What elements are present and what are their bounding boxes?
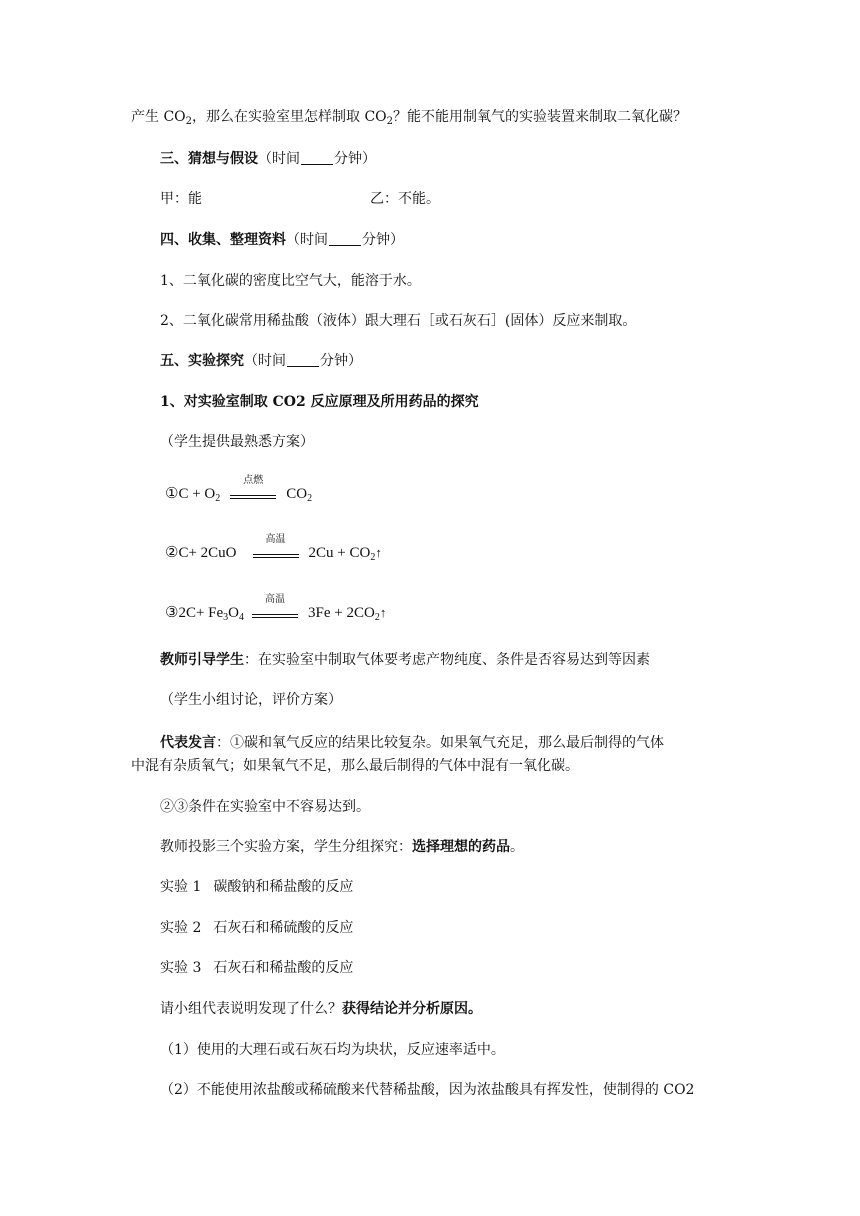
products: 3Fe + 2CO xyxy=(308,605,375,621)
text: 分钟） xyxy=(334,151,376,167)
reactants: ①C + O xyxy=(165,486,216,502)
gas-arrow-icon: ↑ xyxy=(379,605,387,620)
subscript: 2 xyxy=(185,116,193,127)
reaction-condition: 高温 xyxy=(265,533,286,545)
experiment-label: 实验 2 xyxy=(160,920,202,936)
subscript: 2 xyxy=(307,493,313,504)
emphasis: 获得结论并分析原因。 xyxy=(342,1001,482,1017)
experiment-3 xyxy=(160,959,353,977)
text: （时间 xyxy=(286,232,328,248)
products: 2Cu + CO xyxy=(308,545,371,561)
subsection-1-title: 1、对实验室制取 CO2 反应原理及所用药品的探究 xyxy=(160,394,479,410)
reactants: O xyxy=(228,605,240,621)
label: 代表发言 xyxy=(160,735,216,751)
ask-groups xyxy=(160,1000,482,1018)
teacher-guide xyxy=(160,651,650,669)
conclusion-1: （1）使用的大理石或石灰石均为块状，反应速率适中。 xyxy=(160,1042,505,1058)
blank-line xyxy=(287,352,319,367)
text: 请小组代表说明发现了什么？ xyxy=(160,1001,342,1017)
reaction-arrow xyxy=(230,474,276,504)
gas-arrow-icon: ↑ xyxy=(375,545,382,560)
experiment-label: 实验 3 xyxy=(160,960,202,976)
group-discussion: （学生小组讨论，评价方案） xyxy=(160,692,342,708)
blank-line xyxy=(301,150,333,165)
text: ？能不能用制氧气的实验装置来制取二氧化碳？ xyxy=(393,109,688,125)
info-1: 1、二氧化碳的密度比空气大，能溶于水。 xyxy=(160,273,421,289)
reaction-condition: 点燃 xyxy=(243,474,264,486)
subscript: 3 xyxy=(223,612,229,623)
text: ：在实验室中制取气体要考虑产物纯度、条件是否容易达到等因素 xyxy=(244,652,650,668)
experiment-1 xyxy=(160,878,353,896)
subscript: 2 xyxy=(386,116,394,127)
info-2: 2、二氧化碳常用稀盐酸（液体）跟大理石［或石灰石］(固体）反应来制取。 xyxy=(160,313,637,329)
reaction-condition: 高温 xyxy=(265,593,286,605)
section-5-heading xyxy=(160,352,362,370)
guess-yi: 乙：不能。 xyxy=(370,191,440,207)
subscript: 4 xyxy=(239,612,245,623)
text: 教师投影三个实验方案，学生分组探究： xyxy=(160,839,412,855)
equation-2 xyxy=(165,533,382,563)
teacher-projection xyxy=(160,838,524,856)
emphasis: 选择理想的药品 xyxy=(412,839,510,855)
experiment-2 xyxy=(160,919,353,937)
section-4-heading xyxy=(160,231,404,249)
representative-speech xyxy=(160,734,664,752)
section-title: 四、收集、整理资料 xyxy=(160,232,286,248)
student-plan: （学生提供最熟悉方案） xyxy=(160,434,314,450)
text: （时间 xyxy=(258,151,300,167)
text: （时间 xyxy=(244,353,286,369)
equation-1 xyxy=(165,474,313,504)
label: 教师引导学生 xyxy=(160,652,244,668)
guess-jia: 甲：能 xyxy=(160,191,202,207)
subscript: 2 xyxy=(370,552,376,563)
section-title: 五、实验探究 xyxy=(160,353,244,369)
text: ，那么在实验室里怎样制取 CO xyxy=(192,109,387,125)
reactants: ③2C+ Fe xyxy=(165,605,224,621)
equation-3 xyxy=(165,593,387,623)
intro-line xyxy=(131,108,687,126)
blank-line xyxy=(329,231,361,246)
experiment-text: 石灰石和稀盐酸的反应 xyxy=(213,960,354,976)
section-title: 三、猜想与假设 xyxy=(160,151,258,167)
text: 分钟） xyxy=(362,232,404,248)
conclusion-2: （2）不能使用浓盐酸或稀硫酸来代替稀盐酸，因为浓盐酸具有挥发性，使制得的 CO2 xyxy=(160,1082,695,1098)
reaction-arrow xyxy=(252,593,298,623)
text: 。 xyxy=(510,839,524,855)
section-3-heading xyxy=(160,150,376,168)
experiment-text: 碳酸钠和稀盐酸的反应 xyxy=(213,879,354,895)
experiment-label: 实验 1 xyxy=(160,879,202,895)
text: ：①碳和氧气反应的结果比较复杂。如果氧气充足，那么最后制得的气体 xyxy=(216,735,664,751)
conditions-note: ②③条件在实验室中不容易达到。 xyxy=(160,799,370,815)
representative-speech-cont: 中混有杂质氧气；如果氧气不足，那么最后制得的气体中混有一氧化碳。 xyxy=(131,758,579,774)
products: CO xyxy=(286,486,308,502)
text: 产生 CO xyxy=(131,109,186,125)
text: 分钟） xyxy=(320,353,362,369)
subscript: 2 xyxy=(374,612,380,623)
experiment-text: 石灰石和稀硫酸的反应 xyxy=(213,920,354,936)
reaction-arrow xyxy=(253,533,299,563)
subscript: 2 xyxy=(215,493,221,504)
reactants: ②C+ 2CuO xyxy=(165,545,237,561)
